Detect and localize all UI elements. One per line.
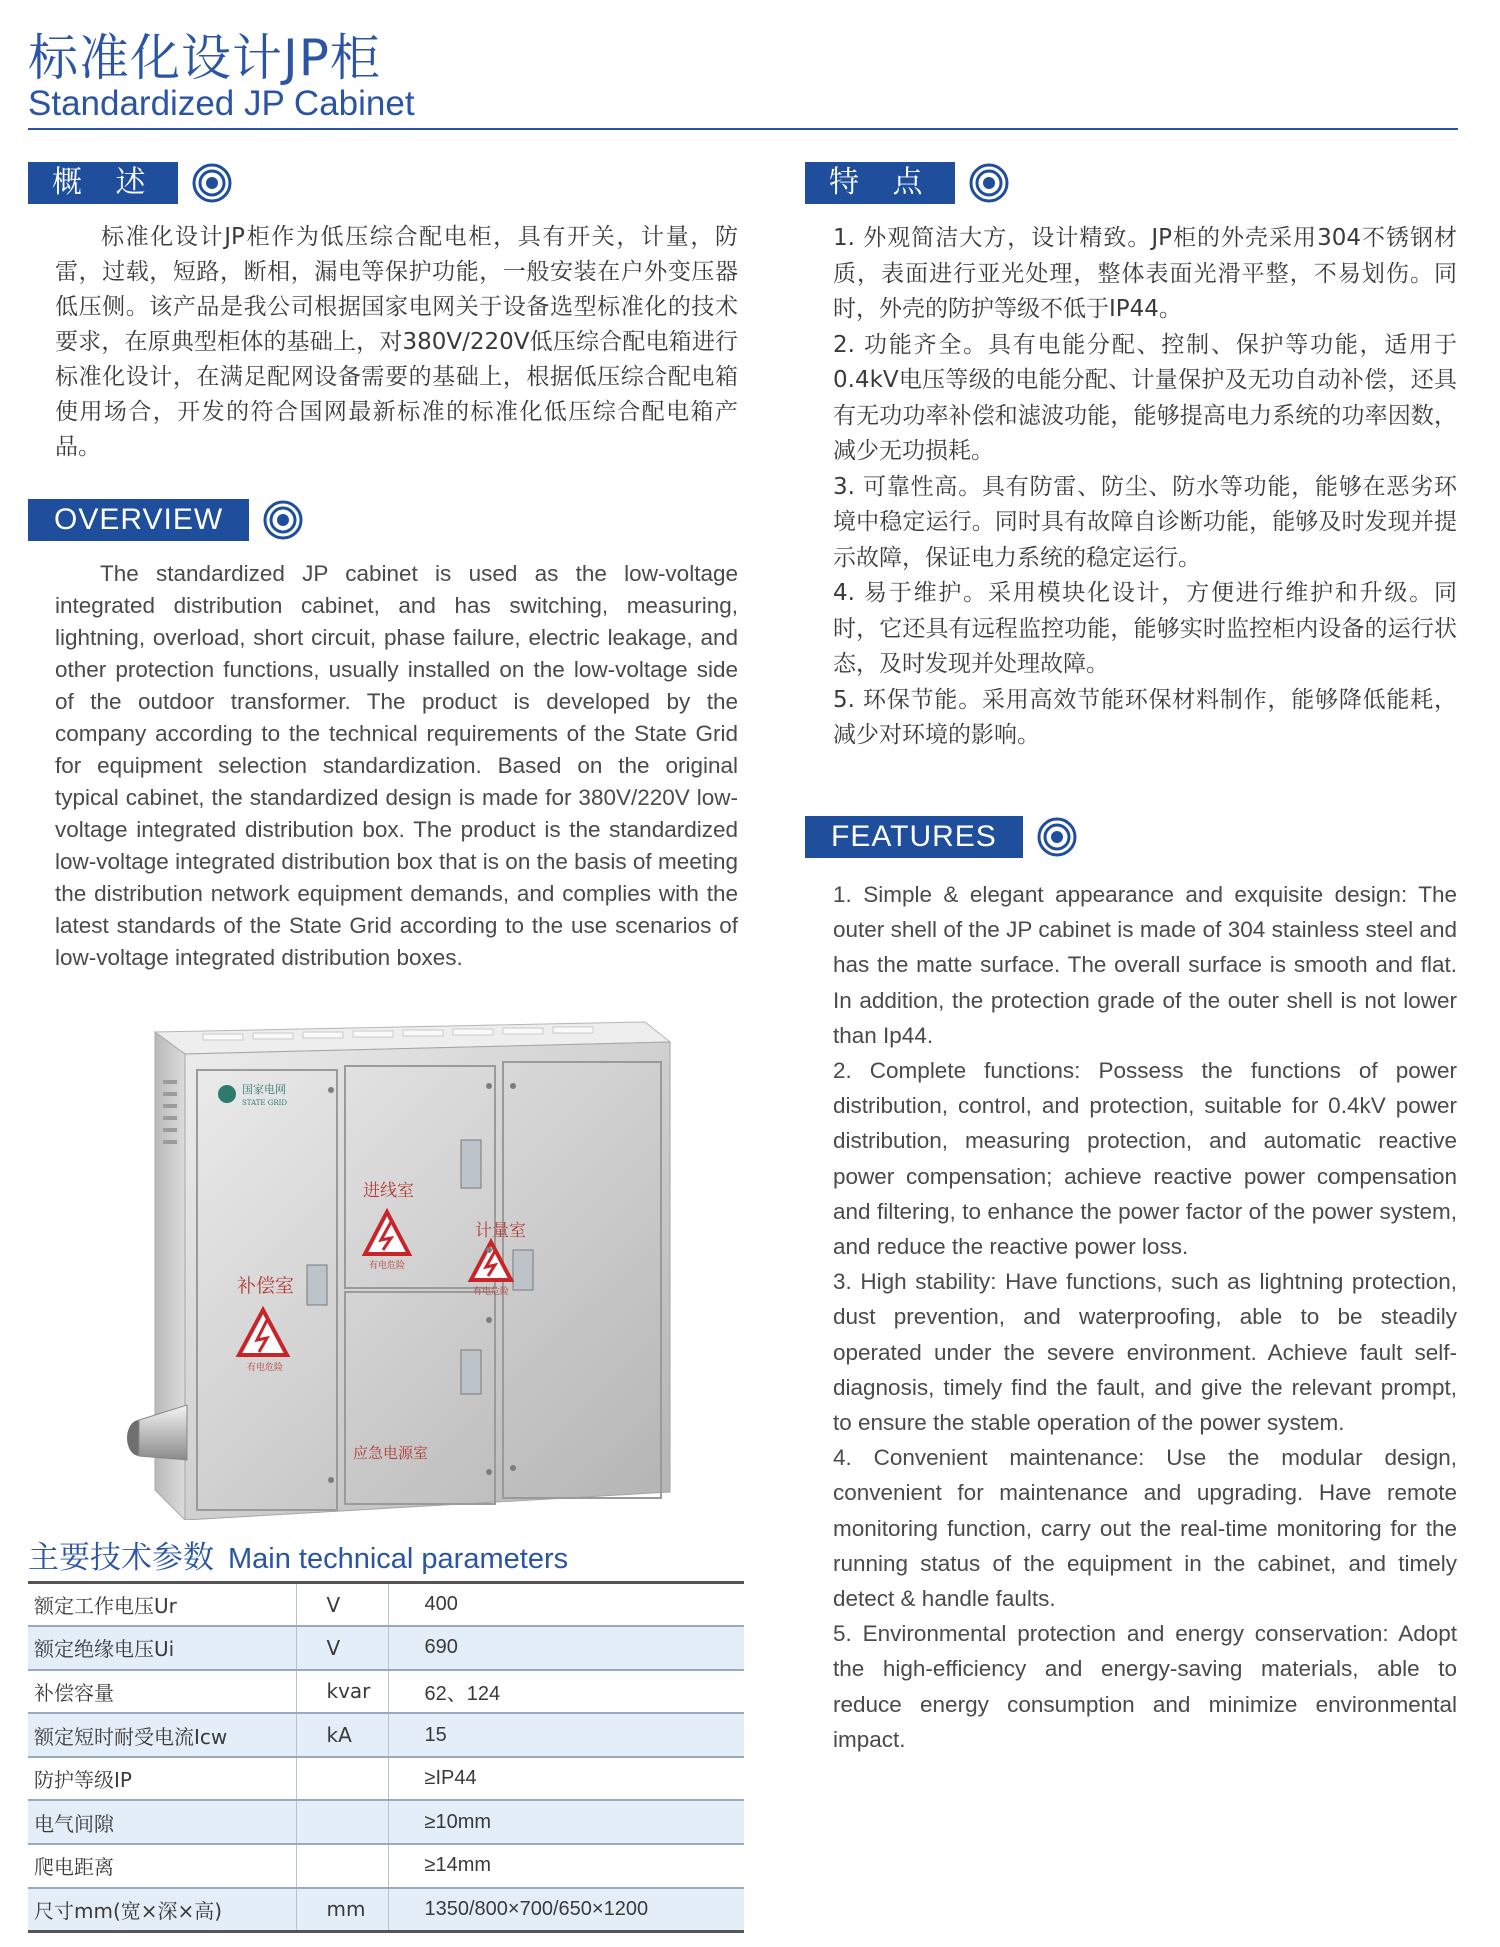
param-name: 防护等级IP: [28, 1757, 296, 1801]
list-item: 3. 可靠性高。具有防雷、防尘、防水等功能，能够在恶劣环境中稳定运行。同时具有故障自诊断功能，能够及时发现并提示故障，保证电力系统的稳定运行。: [833, 473, 1457, 571]
warning-text: 有电危险: [369, 1261, 406, 1271]
param-value: ≥14mm: [388, 1844, 744, 1888]
room-label-compensation: 补偿室: [237, 1275, 295, 1297]
param-unit: mm: [296, 1888, 388, 1932]
target-icon: [1037, 817, 1077, 857]
overview-zh-header: [28, 162, 232, 204]
param-unit: kA: [296, 1713, 388, 1757]
param-unit: kvar: [296, 1670, 388, 1714]
param-value: ≥10mm: [388, 1800, 744, 1844]
target-icon: [969, 163, 1009, 203]
param-value: 15: [388, 1713, 744, 1757]
warning-text: 有电危险: [473, 1287, 510, 1297]
target-icon: [192, 163, 232, 203]
list-item: 3. High stability: Have functions, such as lightning protection, dust prevention, and waterproofing, able to be steadily operated under the severe environment. Achieve fault self-diagnosis, timely find the fault, and give the relevant prompt, to ensure the stable operation of the power system.: [833, 1269, 1457, 1436]
features-zh-list: [833, 221, 1457, 754]
overview-zh-label: 概 述: [28, 162, 178, 204]
param-name: 额定绝缘电压Ui: [28, 1626, 296, 1670]
room-label-metering: 计量室: [475, 1221, 526, 1241]
param-unit: [296, 1844, 388, 1888]
param-value: ≥IP44: [388, 1757, 744, 1801]
page-subtitle: Standardized JP Cabinet: [28, 84, 415, 123]
list-item: 4. Convenient maintenance: Use the modular design, convenient for maintenance and upgrading. Have remote monitoring function, carry out the real-time monitoring for the running status of the equipment in the cabinet, and timely detect & handle faults.: [833, 1445, 1457, 1612]
features-en-header: [805, 816, 1077, 858]
table-row: [28, 1670, 744, 1714]
room-label-incoming: 进线室: [363, 1181, 414, 1201]
param-name: 电气间隙: [28, 1800, 296, 1844]
room-label-emergency: 应急电源室: [353, 1444, 429, 1462]
table-row: [28, 1713, 744, 1757]
target-icon: [263, 500, 303, 540]
list-item: 5. 环保节能。采用高效节能环保材料制作，能够降低能耗，减少对环境的影响。: [833, 686, 1457, 748]
features-en-list: [833, 877, 1457, 1757]
overview-zh-text: 标准化设计JP柜作为低压综合配电柜，具有开关，计量，防雷，过载，短路，断相，漏电等保护功能，一般安装在户外变压器低压侧。该产品是我公司根据国家电网关于设备选型标准化的技术要求，在原典型柜体的基础上，对380V/220V低压综合配电箱进行标准化设计，在满足配网设备需要的基础上，根据低压综合配电箱使用场合，开发的符合国网最新标准的标准化低压综合配电箱产品。: [55, 224, 738, 460]
features-zh-label: 特 点: [805, 162, 955, 204]
params-title-en: Main technical parameters: [228, 1543, 569, 1575]
param-value: 690: [388, 1626, 744, 1670]
list-item: 1. 外观简洁大方，设计精致。JP柜的外壳采用304不锈钢材质，表面进行亚光处理，整体表面光滑平整，不易划伤。同时，外壳的防护等级不低于IP44。: [833, 225, 1457, 322]
param-unit: V: [296, 1626, 388, 1670]
jp-cabinet-illustration: [125, 1020, 685, 1520]
table-row: [28, 1583, 744, 1627]
table-row: [28, 1757, 744, 1801]
params-table: [28, 1581, 744, 1933]
param-unit: [296, 1757, 388, 1801]
table-row: [28, 1844, 744, 1888]
features-zh-header: [805, 162, 1009, 204]
table-row: [28, 1800, 744, 1844]
param-name: 尺寸mm(宽×深×高): [28, 1888, 296, 1932]
overview-en-label: OVERVIEW: [28, 499, 249, 541]
list-item: 5. Environmental protection and energy conservation: Adopt the high-efficiency and energy-saving materials, able to reduce energy consumption and minimize environmental impact.: [833, 1621, 1457, 1752]
list-item: 4. 易于维护。采用模块化设计，方便进行维护和升级。同时，它还具有远程监控功能，能够实时监控柜内设备的运行状态，及时发现并处理故障。: [833, 580, 1457, 677]
param-unit: [296, 1800, 388, 1844]
param-value: 400: [388, 1583, 744, 1627]
param-value: 1350/800×700/650×1200: [388, 1888, 744, 1932]
params-title-zh: 主要技术参数: [28, 1540, 214, 1576]
params-title: [28, 1532, 568, 1577]
overview-en-header: [28, 499, 303, 541]
warning-text: 有电危险: [247, 1363, 284, 1373]
table-row: [28, 1888, 744, 1932]
list-item: 2. Complete functions: Possess the functions of power distribution, control, and protection, suitable for 0.4kV power distribution, measuring protection, and automatic reactive power compensation; achieve reactive power compensation and filtering, to enhance the power factor of the power system, and reduce the reactive power loss.: [833, 1058, 1457, 1260]
title-divider: [28, 128, 1458, 130]
param-name: 额定短时耐受电流Icw: [28, 1713, 296, 1757]
param-value: 62、124: [388, 1670, 744, 1714]
state-grid-logo-en: STATE GRID: [242, 1099, 287, 1107]
state-grid-logo-zh: 国家电网: [242, 1083, 286, 1096]
param-name: 额定工作电压Ur: [28, 1583, 296, 1627]
param-name: 补偿容量: [28, 1670, 296, 1714]
page-title: 标准化设计JP柜: [28, 29, 381, 87]
table-row: [28, 1626, 744, 1670]
overview-en-text: The standardized JP cabinet is used as the low-voltage integrated distribution cabinet, and has switching, measuring, lightning, overload, short circuit, phase failure, electric leakage, and other protection functions, usually installed on the low-voltage side of the outdoor transformer. The product is developed by the company according to the technical requirements of the State Grid for equipment selection standardization. Based on the original typical cabinet, the standardized design is made for 380V/220V low-voltage integrated distribution box. The product is the standardized low-voltage integrated distribution box that is on the basis of meeting the distribution network equipment demands, and complies with the latest standards of the State Grid according to the use scenarios of low-voltage integrated distribution boxes.: [55, 561, 738, 970]
list-item: 1. Simple & elegant appearance and exquisite design: The outer shell of the JP cabinet is made of 304 stainless steel and has the matte surface. The overall surface is smooth and flat. In addition, the protection grade of the outer shell is not lower than Ip44.: [833, 882, 1457, 1048]
cabinet-image: [125, 1020, 685, 1520]
list-item: 2. 功能齐全。具有电能分配、控制、保护等功能，适用于0.4kV电压等级的电能分配、计量保护及无功自动补偿，还具有无功功率补偿和滤波功能，能够提高电力系统的功率因数，减少无功损耗。: [833, 331, 1457, 464]
param-name: 爬电距离: [28, 1844, 296, 1888]
param-unit: V: [296, 1583, 388, 1627]
features-en-label: FEATURES: [805, 816, 1023, 858]
